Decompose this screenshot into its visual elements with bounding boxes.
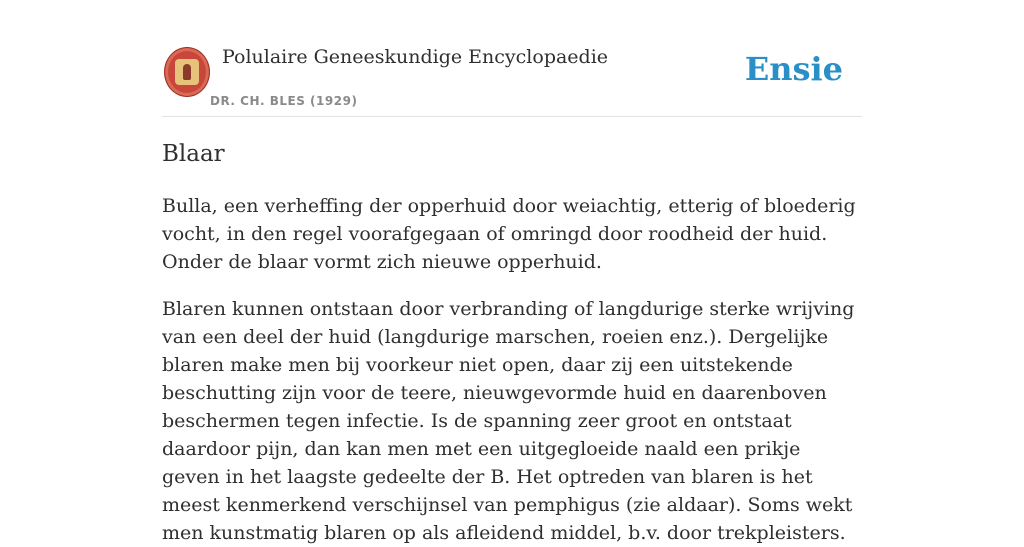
- book-title[interactable]: Polulaire Geneeskundige Encyclopaedie: [222, 46, 609, 68]
- ensie-logo-link[interactable]: Ensie: [744, 50, 843, 88]
- entry-title: Blaar: [162, 141, 225, 167]
- entry-paragraph: Blaren kunnen ontstaan door verbranding of langdurige sterke wrijving van een deel der huid (langdurige marschen, roeien enz.). Dergelijke blaren make men bij voorkeur niet open, daar zij een uitstekende beschutting zijn voor de teere, nieuwgevormde huid en daarenboven beschermen tegen infectie. Is de spanning zeer groot en ontstaat daardoor pijn, dan kan men met een uitgegloeide naald een prikje geven in het laagste gedeelte der B. Het optreden van blaren is het meest kenmerkend verschijnsel van pemphigus (zie aldaar). Soms wekt men kunstmatig blaren op als afleidend middel, b.v. door trekpleisters.: [162, 298, 855, 544]
- page-content: [162, 0, 862, 544]
- emblem-figure: [183, 64, 191, 80]
- book-author: DR. CH. BLES (1929): [210, 94, 358, 108]
- book-emblem-icon[interactable]: [164, 47, 210, 97]
- book-header: [162, 0, 862, 117]
- entry-paragraph: Bulla, een verheffing der opperhuid door weiachtig, etterig of bloederig vocht, in den regel voorafgegaan of omringd door roodheid der huid. Onder de blaar vormt zich nieuwe opperhuid.: [162, 195, 856, 273]
